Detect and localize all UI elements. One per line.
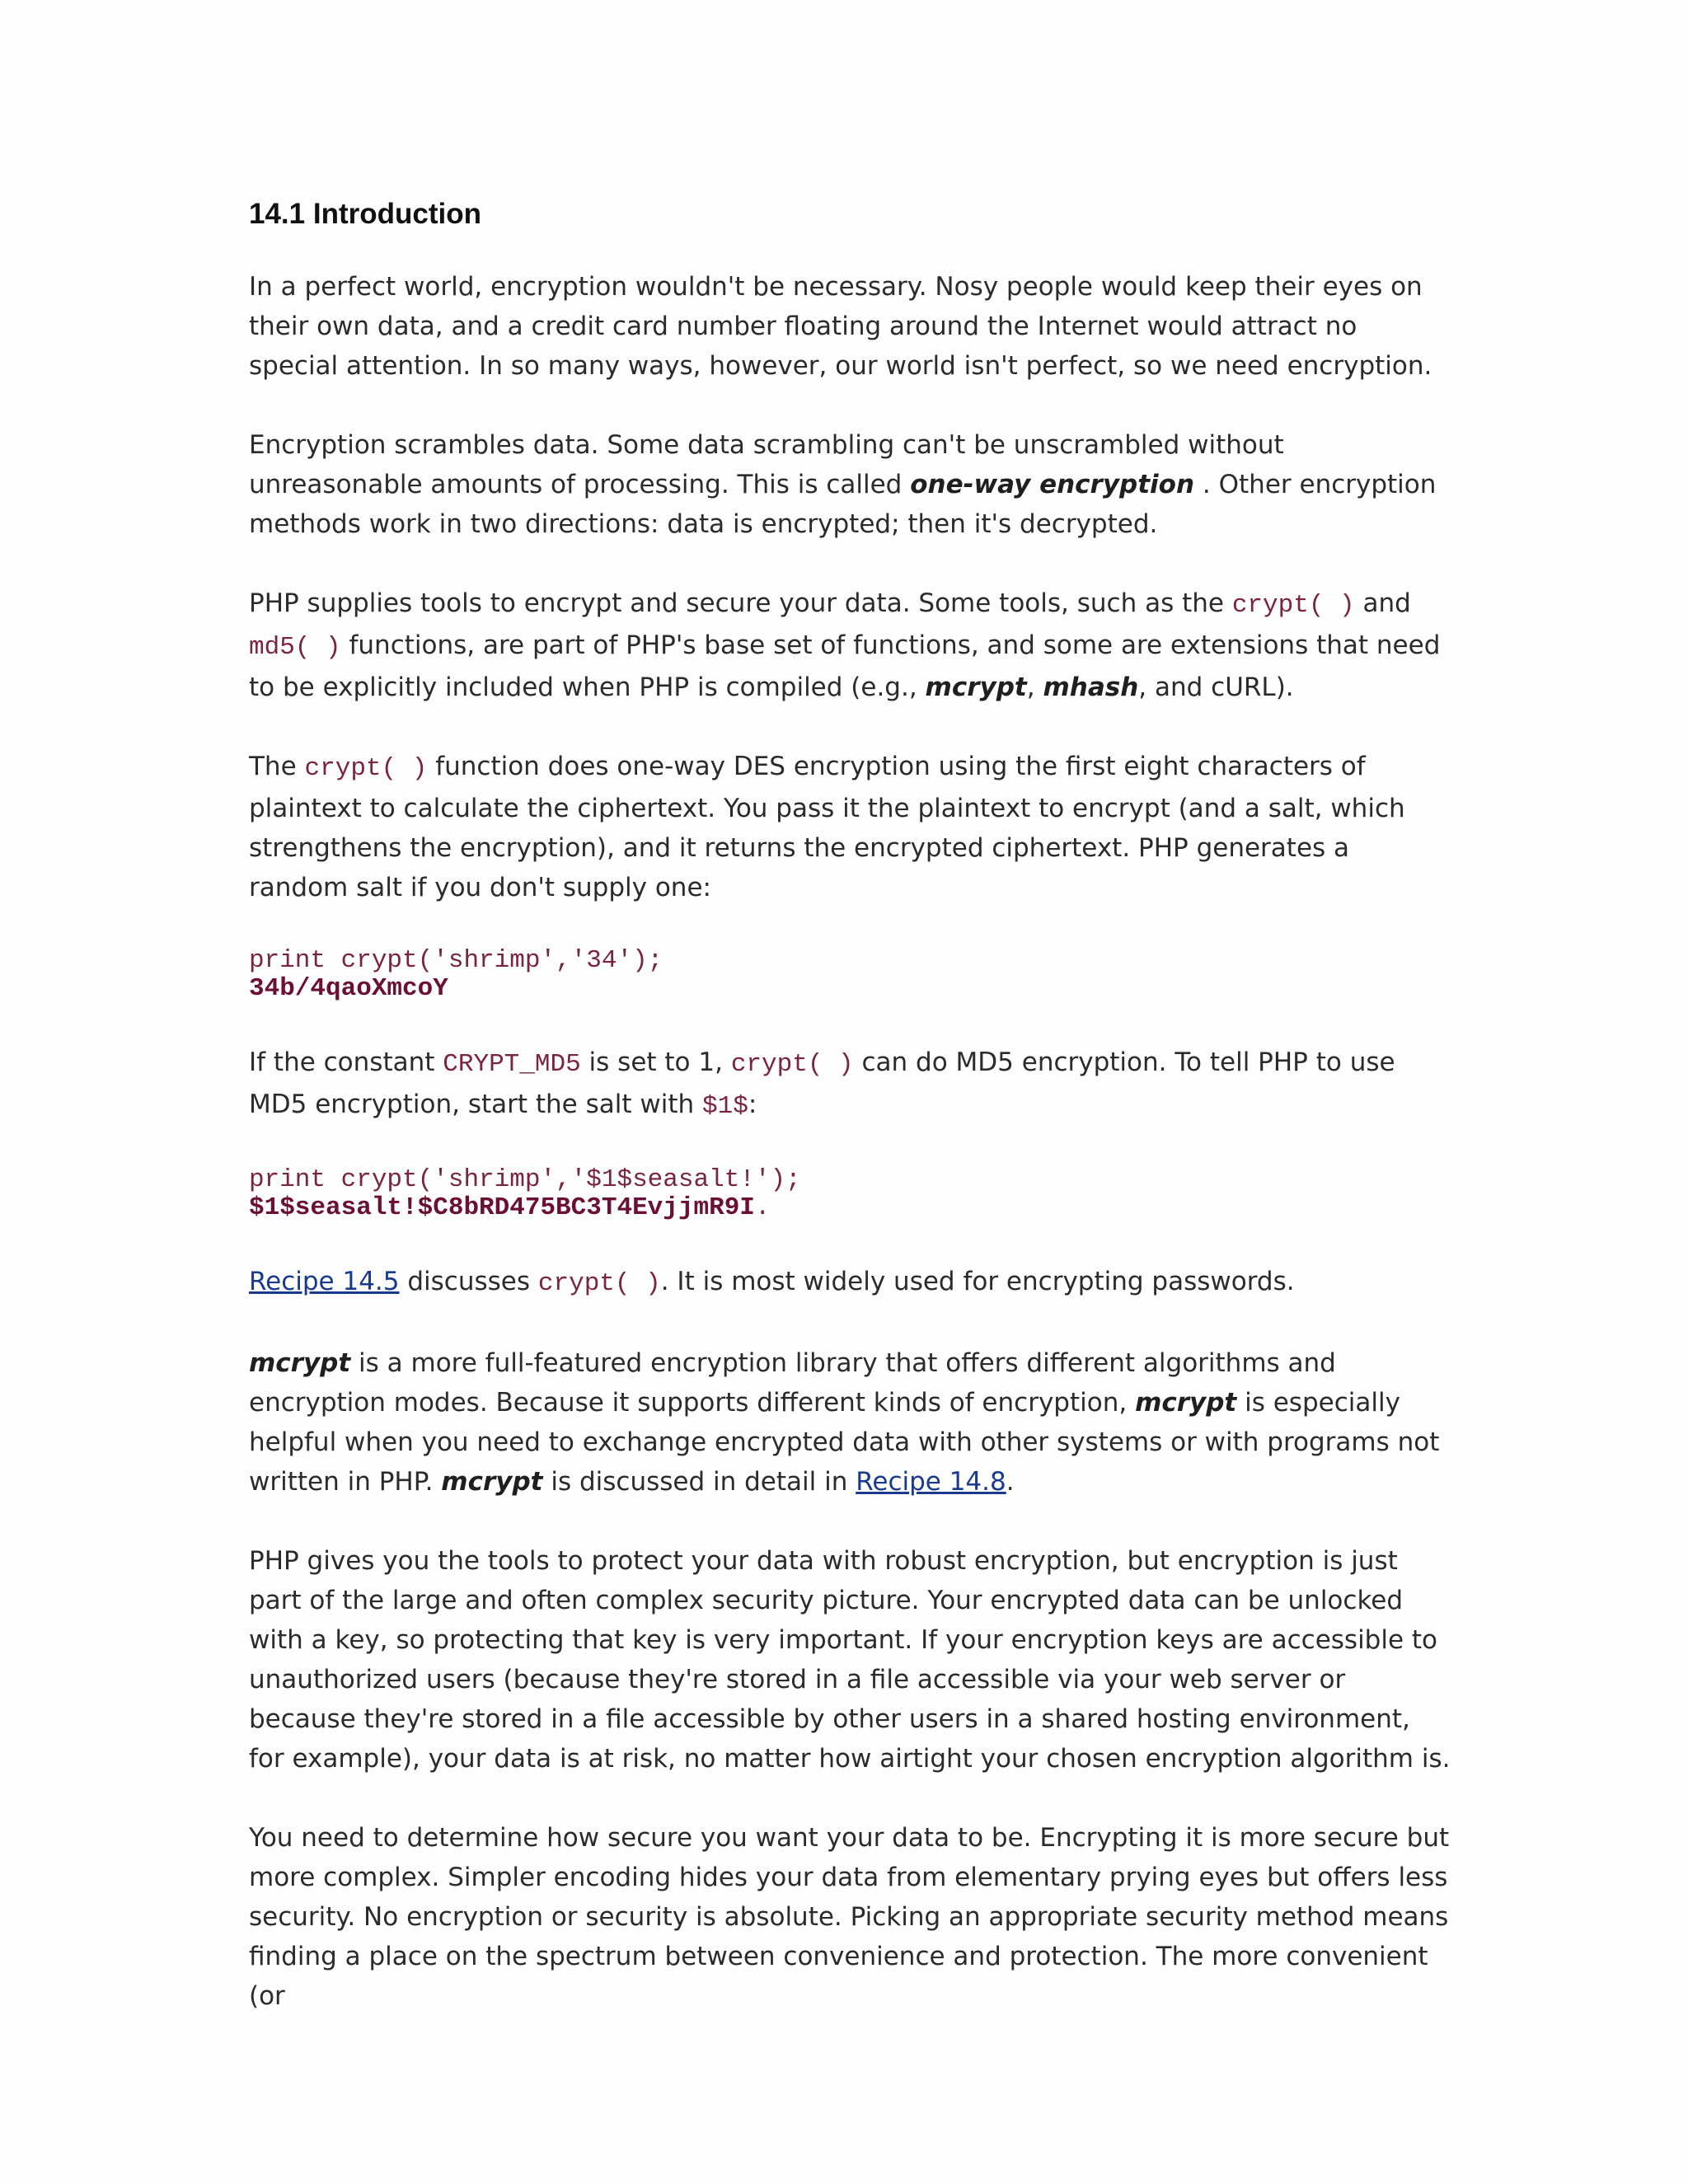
text: can do MD5 encryption. To tell PHP to use MD5 encryption, start the salt with [249,1047,1395,1119]
code-line: print crypt('shrimp','$1$seasalt!'); [249,1165,801,1194]
text: is set to 1, [580,1047,731,1077]
paragraph-mcrypt [249,1343,1452,1502]
paragraph-md5 [249,1043,1452,1127]
code-block-md5 [249,1166,1452,1222]
document-page [249,196,1452,2055]
term-mcrypt: mcrypt [249,1348,351,1378]
paragraph-determine-security: You need to determine how secure you want your data to be. Encrypting it is more secure but more complex. Simpler encoding hides your data from elementary prying eyes but offers less security. No encryption or security is absolute. Picking an appropriate security method means finding a place on the spectrum between convenience and protection. The more convenient (or [249,1823,1450,2011]
term-one-way-encryption: one-way encryption [910,470,1195,499]
text: discusses [399,1267,538,1296]
term-mcrypt: mcrypt [441,1467,543,1497]
text: , and cURL). [1138,673,1294,702]
code-crypt: crypt( ) [537,1269,661,1298]
code-md5: md5( ) [249,633,341,662]
term-mhash: mhash [1043,673,1139,702]
paragraph-intro: In a perfect world, encryption wouldn't be necessary. Nosy people would keep their eyes on their own data, and a credit card number floating around the Internet would attract no special attention. In so many ways, however, our world isn't perfect, so we need encryption. [249,272,1432,381]
code-crypt-md5-constant: CRYPT_MD5 [443,1050,581,1079]
code-block-des [249,947,1452,1003]
text: . It is most widely used for encrypting passwords. [660,1267,1295,1296]
text: The [249,752,305,781]
code-output-end: . [754,1193,771,1222]
code-output: $1$seasalt!$C8bRD475BC3T4EvjjmR9I [249,1193,755,1222]
code-crypt: crypt( ) [304,754,428,783]
text: Encryption scrambles data. Some data scrambling can't be unscrambled without unreasonable amounts of processing. This is called [249,430,1284,499]
term-mcrypt: mcrypt [1135,1388,1237,1418]
paragraph-crypt-function [249,747,1452,907]
text: functions, are part of PHP's base set of functions, and some are extensions that need to be explicitly included when PHP is compiled (e.g., [249,630,1441,702]
text: is especially helpful when you need to exchange encrypted data with other systems or with programs not written in PHP. [249,1388,1440,1497]
text: and [1354,588,1411,618]
term-mcrypt: mcrypt [925,673,1027,702]
text: PHP supplies tools to encrypt and secure your data. Some tools, such as the [249,588,1232,618]
text: function does one-way DES encryption using the first eight characters of plaintext to calculate the ciphertext. You pass it the plaintext to encrypt (and a salt, which strengthens the encryption), and it returns the encrypted ciphertext. PHP generates a random salt if you don't supply one: [249,752,1405,902]
text: , [1026,673,1043,702]
paragraph-encryption [249,425,1452,544]
text: . [1006,1467,1015,1497]
section-heading: 14.1 Introduction [249,198,481,230]
text: is discussed in detail in [542,1467,856,1497]
text: . Other encryption methods work in two directions: data is encrypted; then it's decrypted. [249,470,1437,539]
text: If the constant [249,1047,443,1077]
code-crypt: crypt( ) [1231,591,1355,620]
text: : [748,1090,757,1119]
link-recipe-14-8[interactable]: Recipe 14.8 [856,1467,1006,1497]
paragraph-php-tools [249,583,1452,707]
code-output: 34b/4qaoXmcoY [249,974,448,1003]
code-crypt: crypt( ) [730,1050,854,1079]
paragraph-recipe-14-5 [249,1262,1452,1304]
link-recipe-14-5[interactable]: Recipe 14.5 [249,1267,400,1296]
code-line: print crypt('shrimp','34'); [249,946,663,975]
text: is a more full-featured encryption library that offers different algorithms and encryption modes. Because it supports different kinds of encryption, [249,1348,1336,1418]
code-salt-prefix: $1$ [702,1092,748,1121]
paragraph-security-picture: PHP gives you the tools to protect your data with robust encryption, but encryption is just part of the large and often complex security picture. Your encrypted data can be unlocked with a key, so protecting that key is very important. If your encryption keys are accessible to unauthorized users (because they're stored in a file accessible via your web server or because they're stored in a file accessible by other users in a shared hosting environment, for example), your data is at risk, no matter how airtight your chosen encryption algorithm is. [249,1546,1451,1774]
